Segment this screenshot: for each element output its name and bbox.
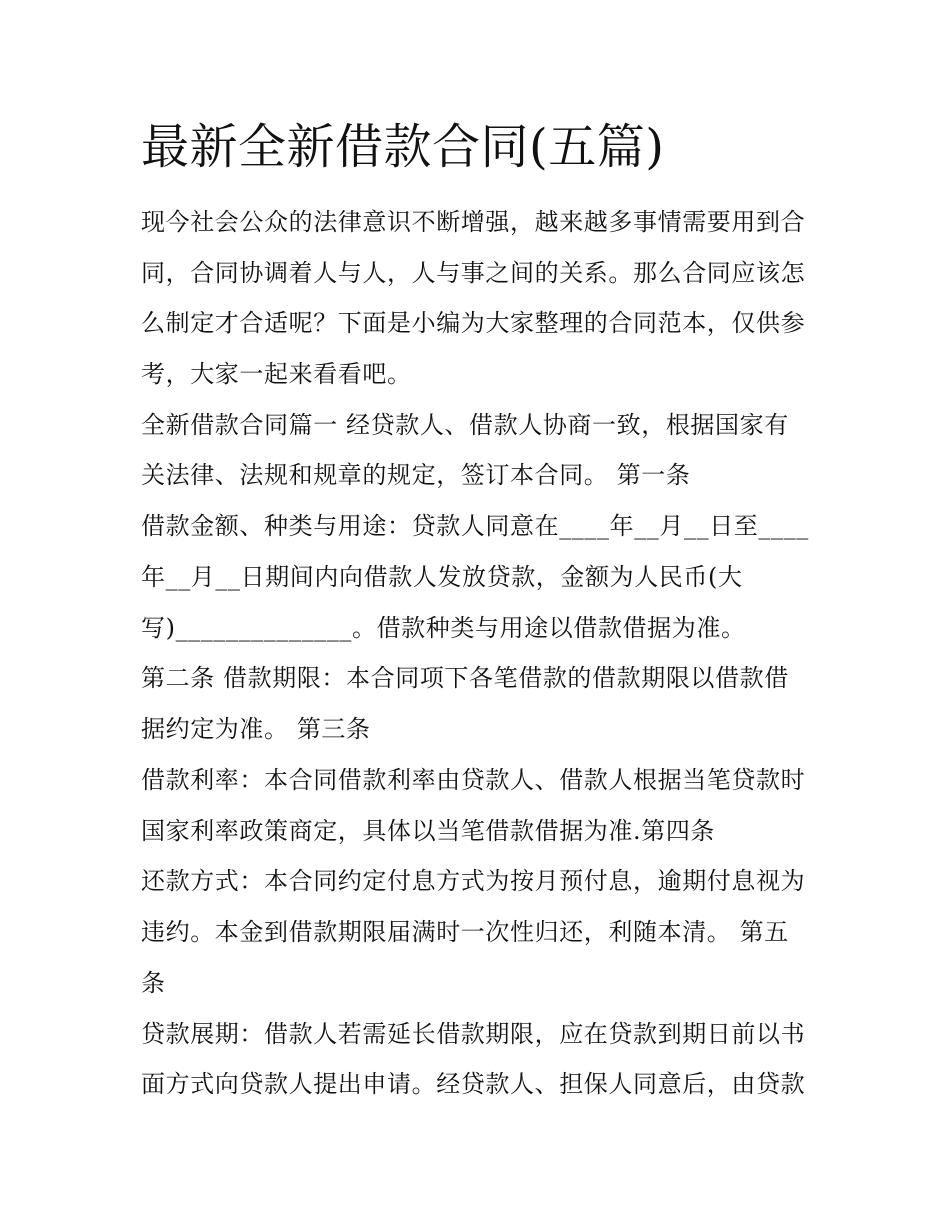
paragraph-line: 还款方式：本合同约定付息方式为按月预付息，逾期付息视为	[141, 867, 806, 895]
paragraph-line: 借款利率：本合同借款利率由贷款人、借款人根据当笔贷款时	[141, 766, 806, 794]
paragraph-line: 国家利率政策商定，具体以当笔借款借据为准.第四条	[141, 817, 716, 845]
paragraph-line: 违约。本金到借款期限届满时一次性归还，利随本清。 第五	[141, 918, 789, 946]
paragraph-line: 据约定为准。 第三条	[141, 715, 371, 743]
paragraph-line: 贷款展期：借款人若需延长借款期限，应在贷款到期日前以书	[141, 1020, 806, 1048]
paragraph-line: 条	[141, 969, 166, 997]
paragraph-line: 考，大家一起来看看吧。	[141, 360, 412, 388]
paragraph-line: 全新借款合同篇一 经贷款人、借款人协商一致，根据国家有	[141, 411, 789, 439]
paragraph-line: 写)______________。借款种类与用途以借款借据为准。	[141, 614, 746, 642]
document-title: 最新全新借款合同(五篇)	[141, 119, 665, 175]
paragraph-line: 第二条 借款期限：本合同项下各笔借款的借款期限以借款借	[141, 664, 789, 692]
paragraph-line: 么制定才合适呢？下面是小编为大家整理的合同范本，仅供参	[141, 309, 806, 337]
paragraph-line: 现今社会公众的法律意识不断增强，越来越多事情需要用到合	[141, 208, 806, 236]
paragraph-line: 年__月__日期间内向借款人发放贷款，金额为人民币(大	[141, 563, 743, 591]
paragraph-line: 同，合同协调着人与人，人与事之间的关系。那么合同应该怎	[141, 259, 806, 287]
paragraph-line: 关法律、法规和规章的规定，签订本合同。 第一条	[141, 461, 691, 489]
paragraph-line: 面方式向贷款人提出申请。经贷款人、担保人同意后，由贷款	[141, 1070, 806, 1098]
paragraph-line: 借款金额、种类与用途：贷款人同意在____年__月__日至____	[141, 512, 809, 540]
